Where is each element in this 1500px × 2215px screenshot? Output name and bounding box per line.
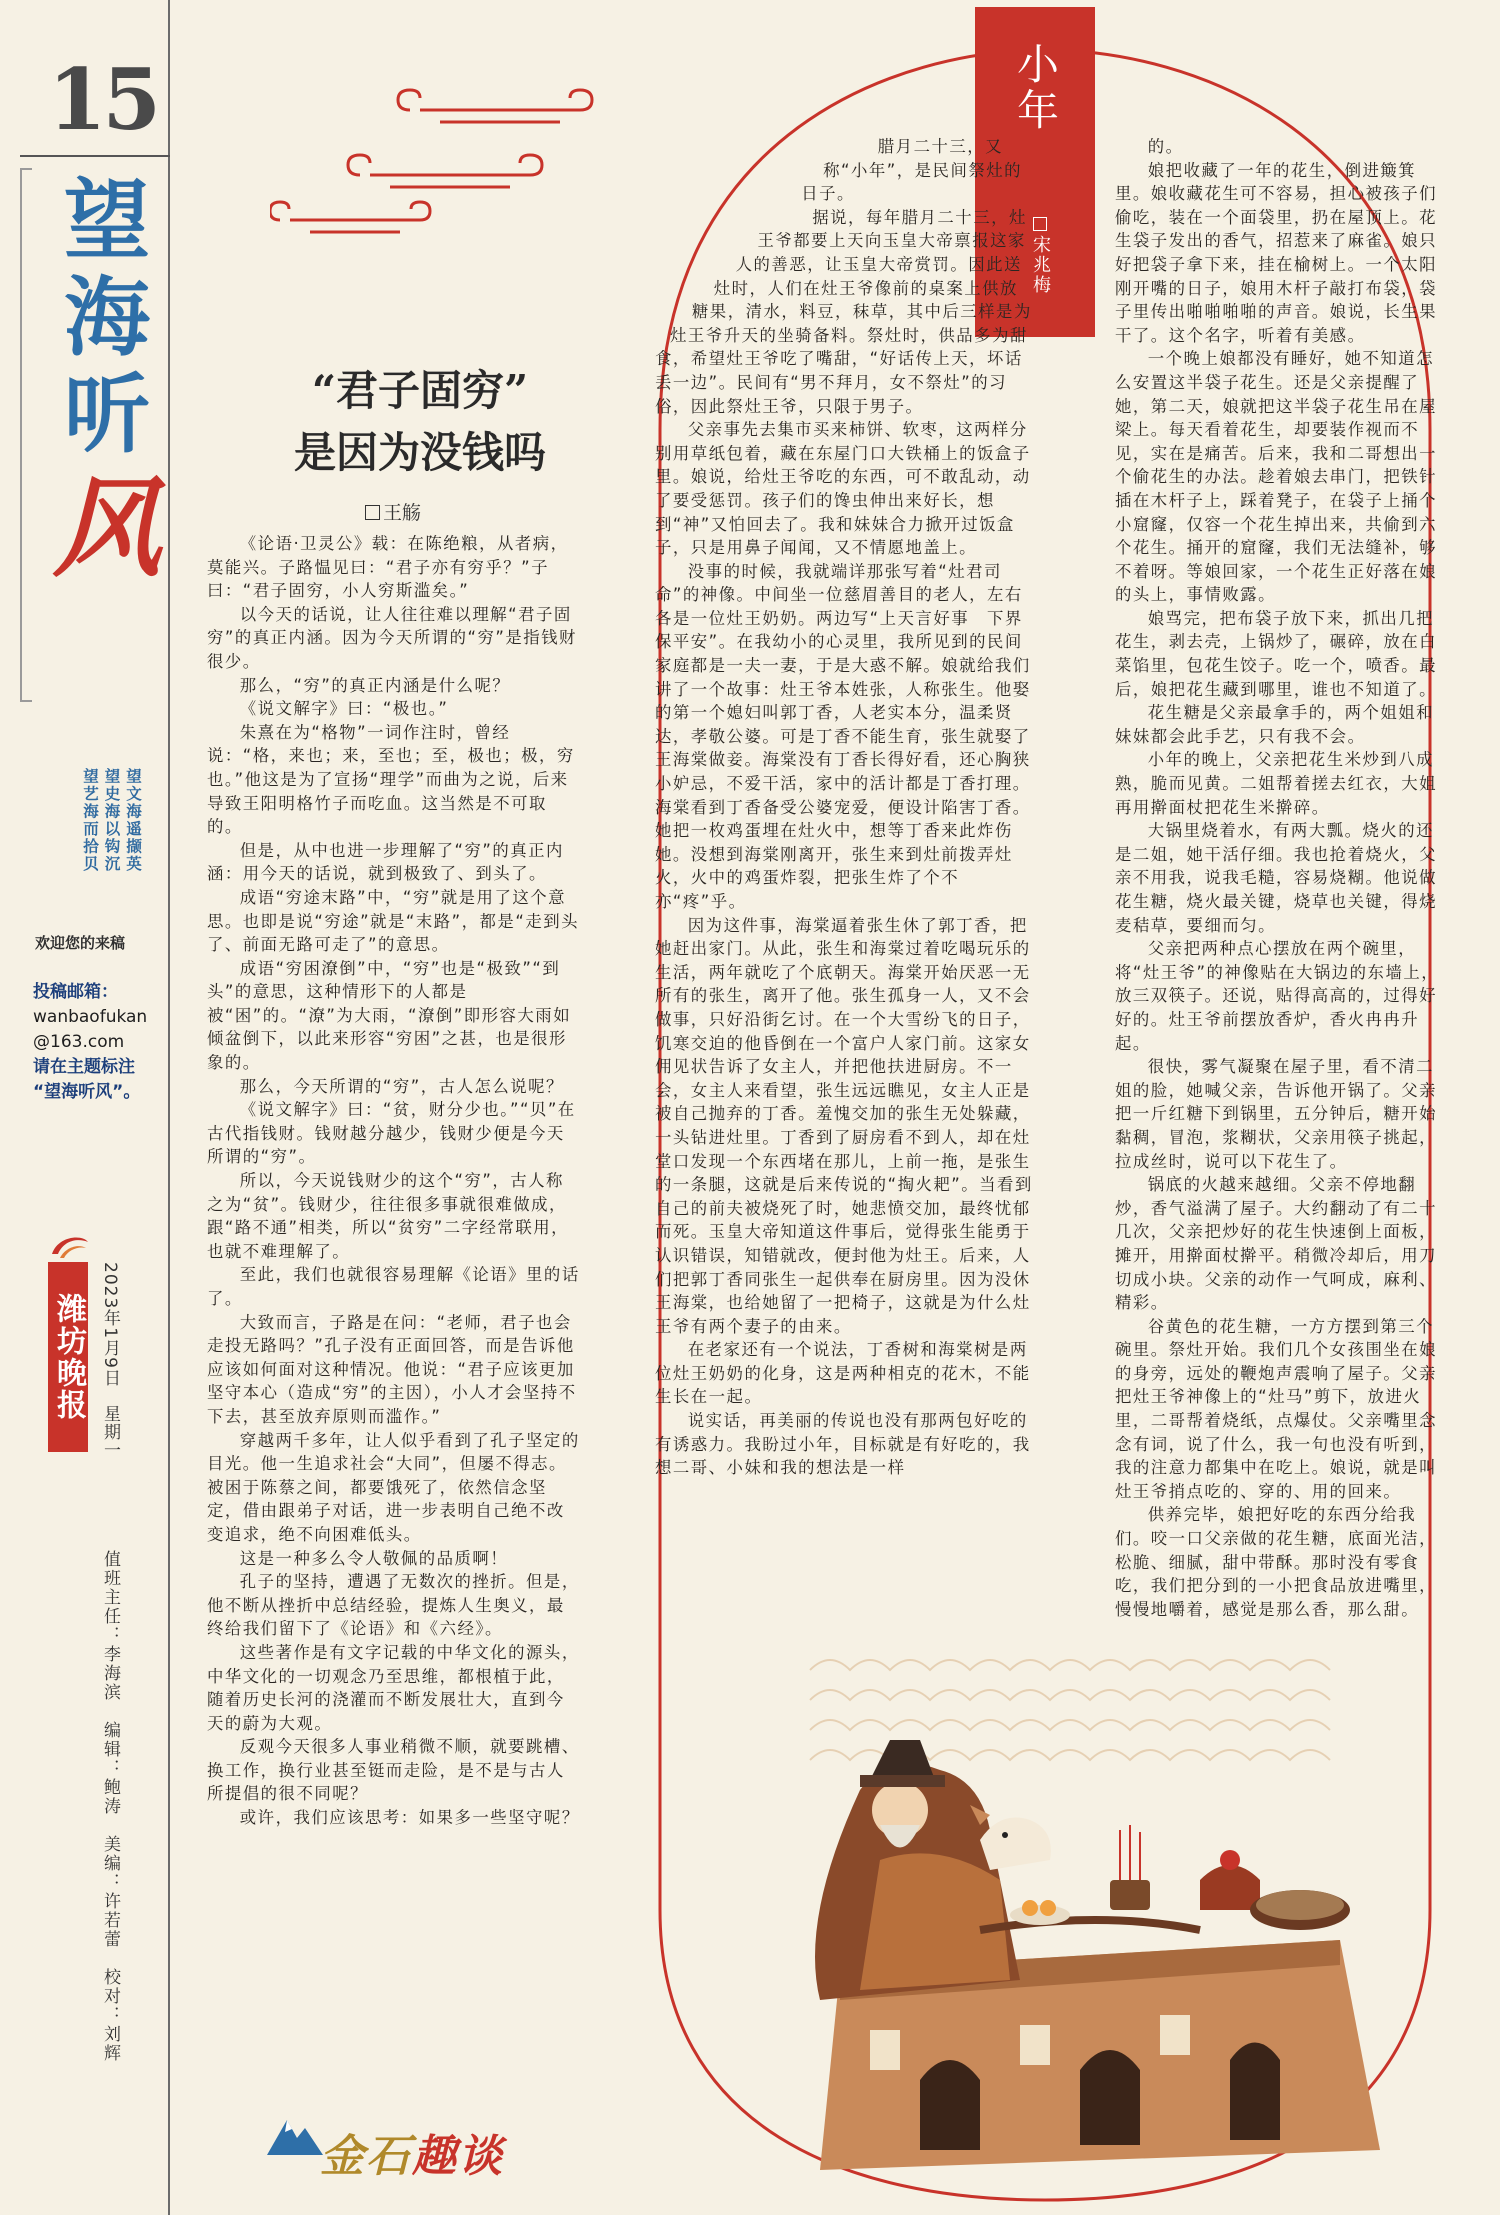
article2-title: 小年	[1011, 42, 1060, 134]
rail-divider	[168, 0, 170, 2215]
article1-title	[200, 360, 640, 484]
page-number-rule	[20, 155, 170, 157]
article1-paragraph: 朱熹在为“格物”一词作注时，曾经说：“格，来也；来，至也；至，极也；极，穷也。”他这是为了宣扬“理学”而曲为之说，后来导致王阳明格竹子而吃血。这当然是不可取的。	[207, 722, 575, 837]
article2-paragraph: 花生糖是父亲最拿手的，两个姐姐和妹妹都会此手艺，只有我不会。	[1115, 703, 1435, 746]
welcome-text: 欢迎您的来稿	[35, 934, 126, 952]
kitchen-god-illustration	[780, 1610, 1420, 2180]
article2-paragraph: 大锅里烧着水，有两大瓢。烧火的还是二姐，她干活仔细。我也抢着烧火，父亲不用我，说我毛糙，容易烧糊。他说做花生糖，烧火最关键，烧草也关键，得烧麦秸草，要细而匀。	[1115, 821, 1438, 935]
article1-paragraph: 穿越两千多年，让人似乎看到了孔子坚定的目光。他一生追求社会“大同”，但屡不得志。被困于陈蔡之间，都要饿死了，依然信念坚定，借由跟弟子对话，进一步表明自己绝不改变追求，绝不向困难低头。	[207, 1430, 580, 1544]
issue-date: 2023年1月9日 星期一	[100, 1262, 120, 1459]
column-title-char-2: 海	[64, 267, 150, 368]
article2-paragraph: 的。	[1147, 137, 1184, 156]
contribution-note: 请在主题标注	[33, 1057, 135, 1077]
motto-line-1: 望文海遥撷英	[124, 768, 142, 873]
article2-paragraph: 父亲把两种点心摆放在两个碗里，将“灶王爷”的神像贴在大锅边的东墙上，放三双筷子。还说，贴得高高的，过得好好的。灶王爷前摆放香炉，香火冉冉升起。	[1115, 939, 1440, 1053]
left-rail	[0, 0, 172, 2215]
article1-paragraph: 大致而言，子路是在问：“老师，君子也会走投无路吗？”孔子没有正面回答，而是告诉他应该如何面对这种情况。他说：“君子应该更加坚守本心（造成“穷”的主因），小人才会坚持不下去，甚至放弃原则而滥作。”	[207, 1312, 577, 1426]
article1-paragraph: 至此，我们也就很容易理解《论语》里的话了。	[207, 1265, 580, 1308]
column-title-bracket	[20, 168, 32, 702]
bottom-logo-part1: 金石	[320, 2131, 412, 2182]
article2-paragraph: 腊月二十三，又称“小年”，是民间祭灶的日子。	[801, 137, 1023, 204]
article2-paragraph: 很快，雾气凝聚在屋子里，看不清二姐的脸，她喊父亲，告诉他开锅了。父亲把一斤红糖下到锅里，五分钟后，糖开始黏稠，冒泡，浆糊状，父亲用筷子挑起，拉成丝时，说可以下花生了。	[1115, 1057, 1438, 1171]
article2-column-1	[655, 135, 1035, 1810]
bottom-logo	[320, 2120, 504, 2184]
staff-credits: 值班主任：李海滨 编辑：鲍涛 美编：许若蕾 校对：刘辉	[100, 1550, 120, 2063]
article2-paragraph: 在老家还有一个说法，丁香树和海棠树是两位灶王奶奶的化身，这是两种相克的花木，不能生长在一起。	[655, 1340, 1031, 1407]
article1-paragraph: 那么，今天所谓的“穷”，古人怎么说呢？	[239, 1076, 564, 1096]
newspaper-swoosh-icon	[48, 1232, 92, 1262]
mountain-logo-icon	[265, 2110, 325, 2160]
article1-paragraph: 《论语·卫灵公》载：在陈绝粮，从者病，莫能兴。子路愠见曰：“君子亦有穷乎？”子曰：“君子固穷，小人穷斯滥矣。”	[207, 534, 569, 601]
article1-paragraph: 但是，从中也进一步理解了“穷”的真正内涵：用今天的话说，就到极致了、到头了。	[207, 840, 564, 884]
column-motto	[50, 768, 140, 898]
contribution-note-2: “望海听风”。	[33, 1082, 141, 1102]
contribution-email-part2[interactable]: @163.com	[33, 1032, 125, 1052]
article1-paragraph: 以今天的话说，让人往往难以理解“君子固穷”的真正内涵。因为今天所谓的“穷”是指钱财很少。	[207, 604, 577, 671]
article1-title-line1: “君子固穷”	[311, 366, 529, 415]
article1-paragraph: 那么，“穷”的真正内涵是什么呢？	[239, 675, 511, 695]
motto-line-2: 望史海以钩沉	[102, 768, 121, 873]
article1-paragraph: 孔子的坚持，遭遇了无数次的挫折。但是，他不断从挫折中总结经验，提炼人生奥义，最终给我们留下了《论语》和《六经》。	[207, 1572, 580, 1639]
article1-paragraph: 《说文解字》曰：“贫，财分少也。”“贝”在古代指钱财。钱财越分越少，钱财少便是今天所谓的“穷”。	[207, 1100, 576, 1167]
article1-paragraph: 所以，今天说钱财少的这个“穷”，古人称之为“贫”。钱财少，往往很多事就很难做成，跟“路不通”相类，所以“贫穷”二字经常联用，也就不难理解了。	[207, 1171, 569, 1261]
article2-author: 宋兆梅	[1030, 235, 1051, 295]
article2-paragraph: 父亲事先去集市买来柿饼、软枣，这两样分别用草纸包着，藏在东屋门口大铁桶上的饭盒子里。娘说，给灶王爷吃的东西，可不敢乱动，动了要受惩罚。孩子们的馋虫伸出来好长，想到“神”又怕回去了。我和妹妹合力掀开过饭盒子，只是用鼻子闻闻，又不情愿地盖上。	[655, 420, 1031, 558]
article2-paragraph: 娘把收藏了一年的花生，倒进簸箕里。娘收藏花生可不容易，担心被孩子们偷吃，装在一个面袋里，扔在屋顶上。花生袋子发出的香气，招惹来了麻雀。娘只好把袋子拿下来，挂在榆树上。一个太阳刚开嘴的日子，娘用木杆子敲打布袋，袋子里传出啪啪啪啪的声音。娘说，长生果干了。这个名字，听着有美感。	[1115, 160, 1438, 345]
article1-paragraph: 这是一种多么令人敬佩的品质啊！	[239, 1548, 509, 1568]
article1-body	[207, 532, 581, 2057]
article1-paragraph: 成语“穷困潦倒”中，“穷”也是“极致”“到头”的意思，这种情形下的人都是被“困”的。“潦”为大雨，“潦倒”即形容大雨如倾盆倒下，以此来形容“穷困”之甚，也是很形象的。	[207, 958, 572, 1073]
page-number: 15	[48, 50, 157, 149]
article2-paragraph: 因为这件事，海棠逼着张生休了郭丁香，把她赶出家门。从此，张生和海棠过着吃喝玩乐的生活，两年就吃了个底朝天。海棠开始厌恶一无所有的张生，离开了他。张生孤身一人，又不会做事，只好沿街乞讨。在一个大雪纷飞的日子，饥寒交迫的他昏倒在一个富户人家门前。这家女佣见状告诉了女主人，并把他扶进厨房。不一会，女主人来看望，张生远远瞧见，女主人正是被自己抛弃的丁香。羞愧交加的张生无处躲藏，一头钻进灶里。丁香到了厨房看不到人，却在灶堂口发现一个东西堵在那儿，上前一拖，是张生的一条腿，这就是后来传说的“掏火耙”。当看到自己的前夫被烧死了时，她悲愤交加，最终忧郁而死。玉皇大帝知道这件事后，觉得张生能勇于认识错误，知错就改，便封他为灶王。后来，人们把郭丁香同张生一起供奉在厨房里。因为没休王海棠，也给她留了一把椅子，这就是为什么灶王爷有两个妻子的由来。	[655, 915, 1033, 1336]
contribution-email-part1[interactable]: wanbaofukan	[33, 1007, 148, 1027]
article2-paragraph: 小年的晚上，父亲把花生米炒到八成熟，脆而见黄。二姐帮着搓去红衣，大姐再用擀面杖把花生米擀碎。	[1115, 750, 1438, 817]
article2-paragraph: 一个晚上娘都没有睡好，她不知道怎么安置这半袋子花生。还是父亲提醒了她，第二天，娘就把这半袋子花生吊在屋梁上。每天看着花生，却要装作视而不见，实在是痛苦。后来，我和二哥想出一个偷花生的办法。趁着娘去串门，把铁针插在木杆子上，踩着凳子，在袋子上捅个小窟窿，仅容一个花生掉出来，共偷到六个花生。捅开的窟窿，我们无法缝补，够不着呀。等娘回家，一个花生正好落在娘的头上，事情败露。	[1115, 349, 1438, 605]
column-title-char-3: 听	[64, 364, 150, 465]
article2-column-2	[1115, 135, 1450, 1655]
article1-paragraph: 这些著作是有文字记载的中华文化的源头，中华文化的一切观念乃至思维，都根植于此，随着历史长河的浇灌而不断发展壮大，直到今天的蔚为大观。	[207, 1642, 580, 1733]
article2-paragraph: 据说，每年腊月二十三，灶王爷都要上天向玉皇大帝禀报这家人的善恶，让玉皇大帝赏罚。因此送灶时，人们在灶王爷像前的桌案上供放糖果，清水，料豆，秣草，其中后三样是为灶王爷升天的坐骑备料。祭灶时，供品多为甜食，希望灶王爷吃了嘴甜，“好话传上天，坏话丢一边”。民间有“男不拜月，女不祭灶”的习俗，因此祭灶王爷，只限于男子。	[655, 207, 1032, 416]
contribution-info	[33, 980, 168, 1105]
article1-title-line2: 是因为没钱吗	[293, 428, 546, 477]
article1-author: 王觞	[383, 502, 422, 524]
article1-paragraph: 反观今天很多人事业稍微不顺，就要跳槽、换工作，换行业甚至铤而走险，是不是与古人所提倡的很不同呢？	[207, 1737, 580, 1804]
newspaper-logo: 潍坊晚报	[48, 1262, 88, 1452]
article2-paragraph: 供养完毕，娘把好吃的东西分给我们。咬一口父亲做的花生糖，底面光洁，松脆、细腻，甜中带酥。那时没有零食吃，我们把分到的一小把食品放进嘴里，慢慢地嚼着，感觉是那么香，那么甜。	[1115, 1505, 1438, 1619]
article1-paragraph: 成语“穷途末路”中，“穷”就是用了这个意思。也即是说“穷途”就是“末路”，都是“走到头了、前面无路可走了”的意思。	[207, 887, 579, 955]
article2-paragraph: 锅底的火越来越细。父亲不停地翻炒，香气溢满了屋子。大约翻动了有二十几次，父亲把炒好的花生快速倒上面板，摊开，用擀面杖擀平。稍微冷却后，用刀切成小块。父亲的动作一气呵成，麻利、精彩。	[1115, 1175, 1438, 1313]
motto-line-3: 望艺海而拾贝	[81, 768, 99, 873]
article1-byline	[365, 498, 421, 525]
column-title-char-4: 风	[52, 466, 161, 592]
byline-box-icon	[365, 505, 380, 520]
article2-paragraph: 娘骂完，把布袋子放下来，抓出几把花生，剥去壳，上锅炒了，碾碎，放在白菜馅里，包花生饺子。吃一个，喷香。最后，娘把花生藏到哪里，谁也不知道了。	[1115, 608, 1438, 699]
article2-paragraph: 没事的时候，我就端详那张写着“灶君司命”的神像。中间坐一位慈眉善目的老人，左右各是一位灶王奶奶。两边写“上天言好事 下界保平安”。在我幼小的心灵里，我所见到的民间家庭都是一夫一妻，于是大惑不解。娘就给我们讲了一个故事：灶王爷本姓张，人称张生。他娶的第一个媳妇叫郭丁香，人老实本分，温柔贤达，孝敬公婆。可是丁香不能生育，张生就娶了王海棠做妾。海棠没有丁香长得好看，还心胸狭小妒忌，不爱干活，家中的活计都是丁香打理。海棠看到丁香备受公婆宠爱，便设计陷害丁香。她把一枚鸡蛋埋在灶火中，想等丁香来此炸伤她。没想到海棠刚离开，张生来到灶前拨弄灶火，火中的鸡蛋炸裂，把张生炸了个不亦“疼”乎。	[655, 561, 1031, 911]
article2-paragraph: 说实话，再美丽的传说也没有那两包好吃的有诱惑力。我盼过小年，目标就是有好吃的，我想二哥、小妹和我的想法是一样	[655, 1411, 1031, 1478]
article2-paragraph: 谷黄色的花生糖，一方方摆到第三个碗里。祭灶开始。我们几个女孩围坐在娘的身旁，远处的鞭炮声震响了屋子。父亲把灶王爷神像上的“灶马”剪下，放进火里，二哥帮着烧纸，点爆仗。父亲嘴里念念有词，说了什么，我一句也没有听到，我的注意力都集中在吃上。娘说，就是叫灶王爷捎点吃的、穿的、用的回来。	[1115, 1316, 1438, 1501]
column-title-char-1: 望	[64, 170, 150, 271]
article1-paragraph: 或许，我们应该思考：如果多一些坚守呢？	[239, 1808, 580, 1828]
bottom-logo-part2: 趣谈	[412, 2131, 504, 2182]
byline-box-icon	[1033, 217, 1047, 231]
article1-paragraph: 《说文解字》曰：“极也。”	[239, 699, 449, 719]
contribution-label: 投稿邮箱：	[33, 982, 118, 1002]
